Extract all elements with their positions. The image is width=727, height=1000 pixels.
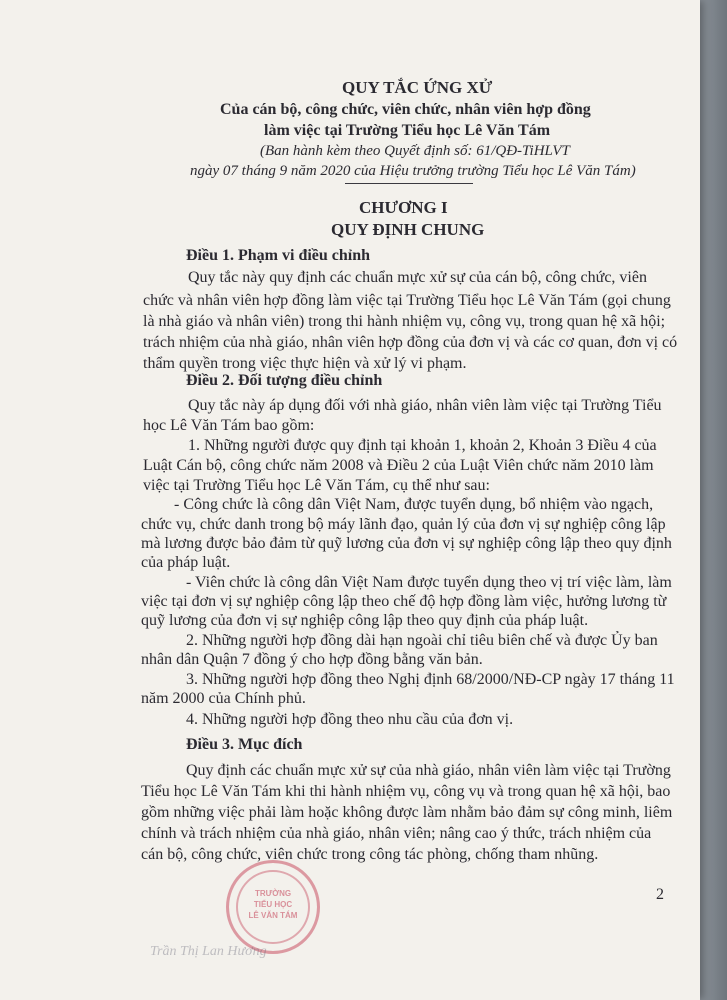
article-3-heading: Điều 3. Mục đích: [186, 736, 303, 753]
article-1-heading: Điều 1. Phạm vi điều chỉnh: [186, 247, 371, 264]
article-1-line: trách nhiệm của nhà giáo, nhân viên hợp đồng của đơn vị và các cơ quan, đơn vị có: [143, 334, 678, 351]
article-2-line: của pháp luật.: [141, 554, 231, 571]
article-2-line: năm 2000 của Chính phủ.: [141, 690, 306, 707]
official-seal: [226, 860, 320, 954]
article-3-line: gồm những việc phải làm hoặc không được làm nhằm bảo đảm sự công minh, liêm: [141, 804, 673, 821]
faint-signature: Trần Thị Lan Hương: [150, 944, 267, 959]
seal-text: TRƯỜNG: [254, 889, 292, 898]
article-2-line: Luật Cán bộ, công chức năm 2008 và Điều 2 của Luật Viên chức năm 2010 làm: [143, 457, 654, 474]
article-2-line: 4. Những người hợp đồng theo nhu cầu của đơn vị.: [186, 711, 514, 728]
article-2-line: 2. Những người hợp đồng dài hạn ngoài chỉ tiêu biên chế và được Ủy ban: [186, 632, 658, 649]
article-1-line: thẩm quyền trong việc thực hiện và xử lý vi phạm.: [143, 355, 467, 372]
article-2-line: việc tại Trường Tiểu học Lê Văn Tám, cụ thể như sau:: [143, 477, 490, 494]
article-3-line: chính và trách nhiệm của nhà giáo, nhân viên; nâng cao ý thức, trách nhiệm của: [141, 825, 652, 842]
article-2-line: quỹ lương của đơn vị sự nghiệp công lập theo quy định của pháp luật.: [141, 612, 589, 629]
document-subtitle-2: làm việc tại Trường Tiểu học Lê Văn Tám: [264, 122, 551, 139]
chapter-name: QUY ĐỊNH CHUNG: [331, 220, 485, 239]
article-2-line: mà lương được bảo đảm từ quỹ lương của đơn vị sự nghiệp công lập theo quy định: [141, 535, 672, 552]
article-2-line: Quy tắc này áp dụng đối với nhà giáo, nhân viên làm việc tại Trường Tiểu: [188, 397, 662, 414]
article-2-line: - Công chức là công dân Việt Nam, được tuyển dụng, bổ nhiệm vào ngạch,: [174, 496, 654, 513]
issued-note-1: (Ban hành kèm theo Quyết định số: 61/QĐ-TiHLVT: [260, 143, 570, 159]
article-2-line: việc tại đơn vị sự nghiệp công lập theo chế độ hợp đồng làm việc, hưởng lương từ: [141, 593, 667, 610]
article-2-line: 3. Những người hợp đồng theo Nghị định 68/2000/NĐ-CP ngày 17 tháng 11: [186, 671, 675, 688]
article-2-line: 1. Những người được quy định tại khoản 1, khoản 2, Khoản 3 Điều 4 của: [188, 437, 657, 454]
divider: [345, 183, 473, 184]
article-2-line: học Lê Văn Tám bao gồm:: [143, 417, 315, 434]
issued-note-2: ngày 07 tháng 9 năm 2020 của Hiệu trưởng trường Tiểu học Lê Văn Tám): [190, 163, 636, 179]
chapter-number: CHƯƠNG I: [359, 198, 448, 217]
article-2-line: nhân dân Quận 7 đồng ý cho hợp đồng bằng văn bản.: [141, 651, 483, 668]
article-3-line: cán bộ, công chức, viên chức trong công tác phòng, chống tham nhũng.: [141, 846, 599, 863]
article-3-line: Tiểu học Lê Văn Tám khi thi hành nhiệm vụ, công vụ và trong quan hệ xã hội, bao: [141, 783, 671, 800]
document-subtitle-1: Của cán bộ, công chức, viên chức, nhân viên hợp đồng: [220, 101, 591, 118]
page-number: 2: [656, 886, 664, 903]
article-2-line: - Viên chức là công dân Việt Nam được tuyển dụng theo vị trí việc làm, làm: [186, 574, 672, 591]
article-3-line: Quy định các chuẩn mực xử sự của nhà giáo, nhân viên làm việc tại Trường: [186, 762, 671, 779]
seal-text: TIỂU HỌC: [253, 900, 293, 909]
article-1-line: Quy tắc này quy định các chuẩn mực xử sự của cán bộ, công chức, viên: [188, 269, 647, 286]
article-1-line: chức và nhân viên hợp đồng làm việc tại Trường Tiểu học Lê Văn Tám (gọi chung: [143, 292, 671, 309]
article-1-line: là nhà giáo và nhân viên) trong thi hành nhiệm vụ, công vụ, trong quan hệ xã hội;: [143, 313, 666, 330]
article-2-heading: Điều 2. Đối tượng điều chỉnh: [186, 372, 383, 389]
document-title: QUY TẮC ỨNG XỬ: [342, 78, 493, 97]
article-2-line: chức vụ, chức danh trong bộ máy lãnh đạo, quản lý của đơn vị sự nghiệp công lập: [141, 516, 666, 533]
seal-text: LÊ VĂN TÁM: [248, 911, 298, 920]
